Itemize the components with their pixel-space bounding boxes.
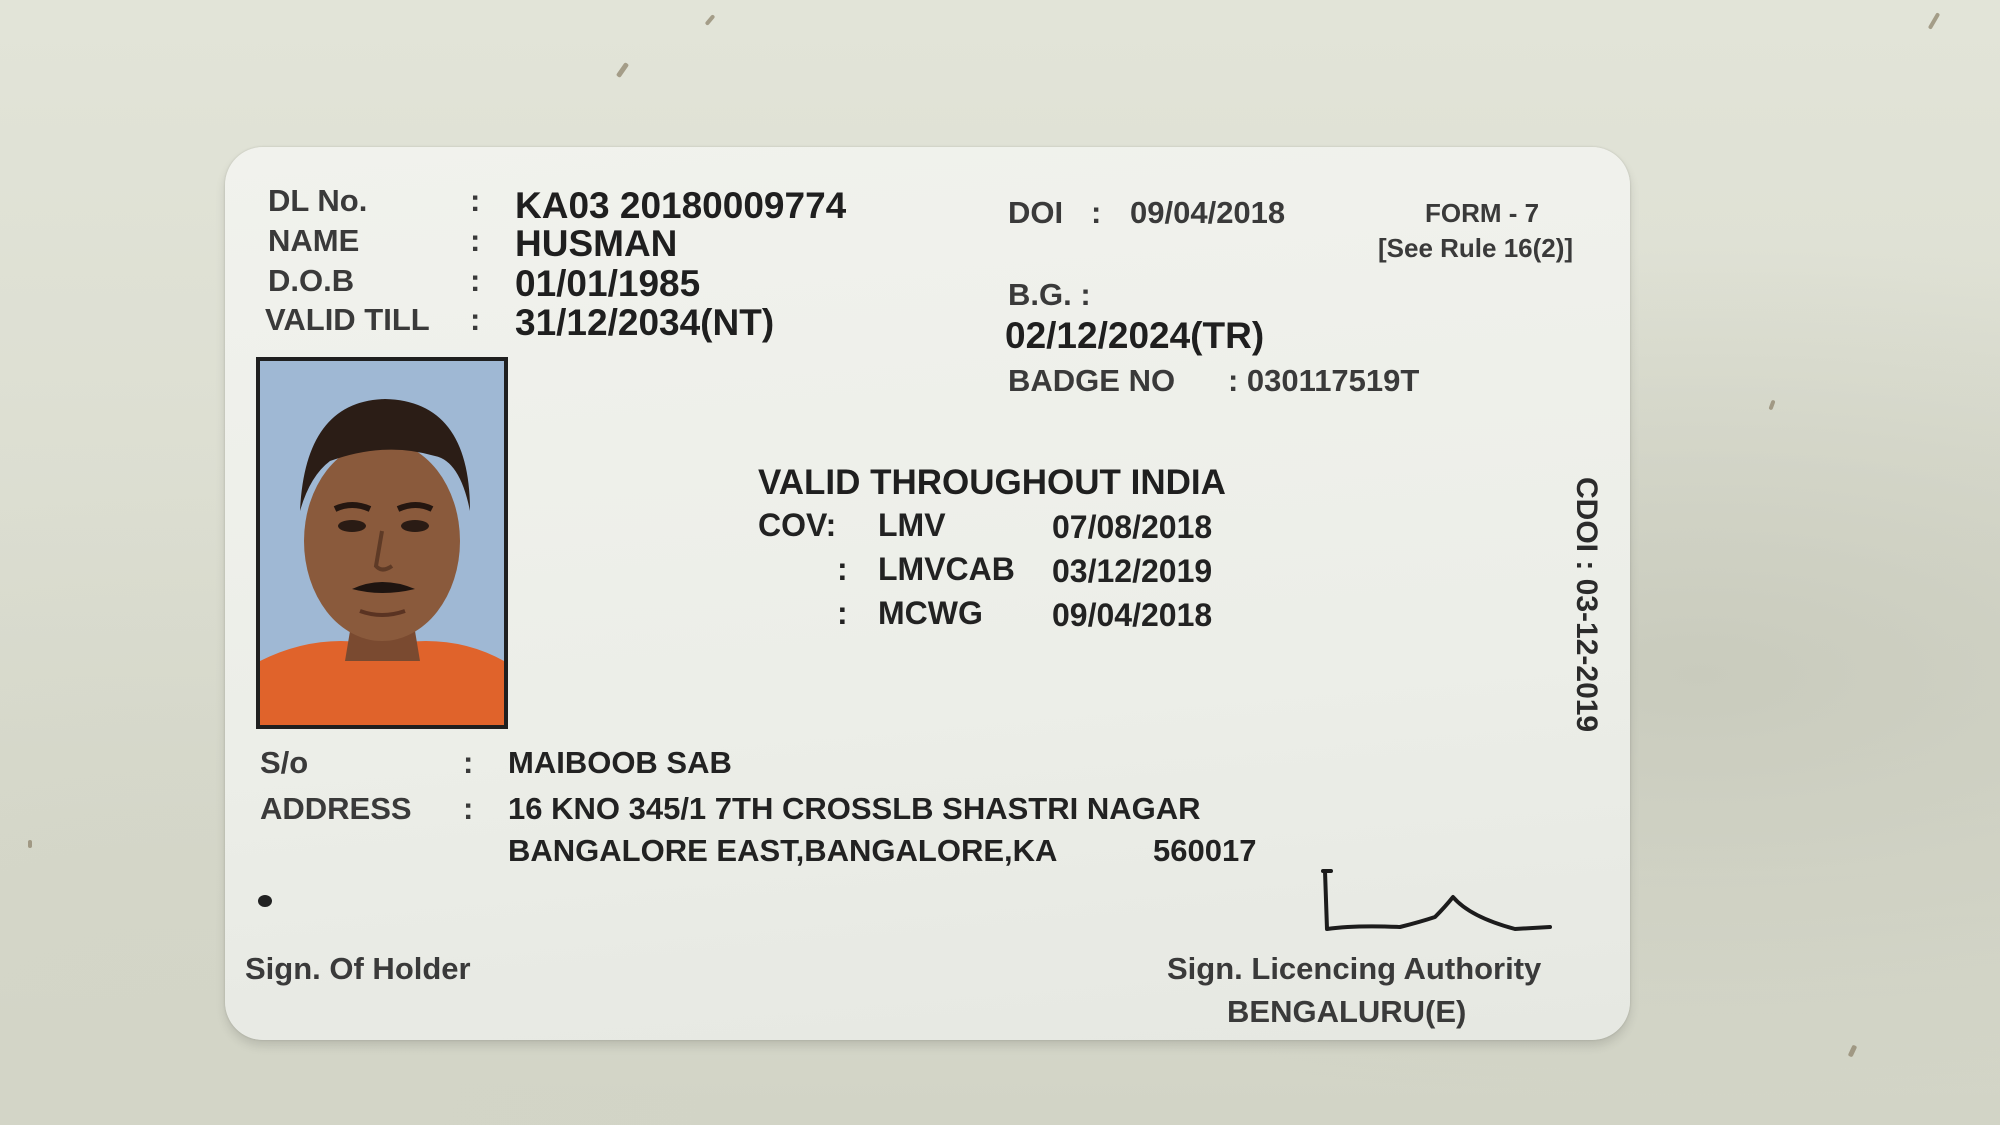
doi-colon: : xyxy=(1091,195,1102,230)
cdoi-vertical: CDOI : 03-12-2019 xyxy=(1570,477,1603,733)
name-value: HUSMAN xyxy=(515,223,678,264)
background-speck xyxy=(1768,400,1775,411)
name-colon: : xyxy=(470,223,481,258)
background-speck xyxy=(28,840,32,848)
form-label: FORM - 7 xyxy=(1425,198,1540,228)
badge-no-label: BADGE NO xyxy=(1008,363,1176,398)
son-of-label: S/o xyxy=(260,745,309,780)
cov-row-prefix: : xyxy=(837,551,848,587)
son-of-colon: : xyxy=(463,745,474,780)
rule-label: [See Rule 16(2)] xyxy=(1378,233,1574,263)
blood-group-label: B.G. : xyxy=(1008,277,1091,312)
background-speck xyxy=(1928,12,1940,30)
background-speck xyxy=(616,62,629,78)
authority-office-label: BENGALURU(E) xyxy=(1227,994,1467,1029)
cov-row-prefix: : xyxy=(837,595,848,631)
valid-till-colon: : xyxy=(470,302,481,337)
badge-no-value: : 030117519T xyxy=(1228,363,1420,398)
sign-licencing-authority-label: Sign. Licencing Authority xyxy=(1167,951,1542,986)
doi-label: DOI xyxy=(1008,195,1064,230)
valid-till-label: VALID TILL xyxy=(265,302,430,337)
son-of-value: MAIBOOB SAB xyxy=(508,745,732,780)
dl-no-colon: : xyxy=(470,183,481,218)
address-line-1: 16 KNO 345/1 7TH CROSSLB SHASTRI NAGAR xyxy=(508,791,1201,826)
background-speck xyxy=(705,14,716,26)
holder-portrait-image xyxy=(260,361,504,725)
cov-row-class: LMVCAB xyxy=(878,551,1015,587)
validity-heading: VALID THROUGHOUT INDIA xyxy=(758,463,1226,502)
address-pincode: 560017 xyxy=(1153,833,1257,868)
driving-license-card xyxy=(225,147,1630,1040)
tr-valid-till-value: 02/12/2024(TR) xyxy=(1005,315,1265,356)
dob-label: D.O.B xyxy=(268,263,355,298)
address-colon: : xyxy=(463,791,474,826)
background-speck xyxy=(1848,1045,1858,1058)
dob-colon: : xyxy=(470,263,481,298)
address-label: ADDRESS xyxy=(260,791,412,826)
dl-no-value: KA03 20180009774 xyxy=(515,185,847,226)
ink-dot xyxy=(258,895,272,907)
cov-row-date: 09/04/2018 xyxy=(1052,597,1213,633)
valid-till-value: 31/12/2034(NT) xyxy=(515,302,775,343)
sign-of-holder-label: Sign. Of Holder xyxy=(245,951,471,986)
cov-row-class: LMV xyxy=(878,507,946,543)
doi-value: 09/04/2018 xyxy=(1130,195,1286,230)
cov-row-date: 07/08/2018 xyxy=(1052,509,1213,545)
address-line-2: BANGALORE EAST,BANGALORE,KA xyxy=(508,833,1058,868)
cov-row-class: MCWG xyxy=(878,595,983,631)
cov-label: COV: xyxy=(758,507,837,543)
holder-photo xyxy=(256,357,508,729)
cov-row-date: 03/12/2019 xyxy=(1052,553,1213,589)
dl-no-label: DL No. xyxy=(268,183,368,218)
authority-signature xyxy=(1295,867,1565,947)
name-label: NAME xyxy=(268,223,360,258)
dob-value: 01/01/1985 xyxy=(515,263,701,304)
